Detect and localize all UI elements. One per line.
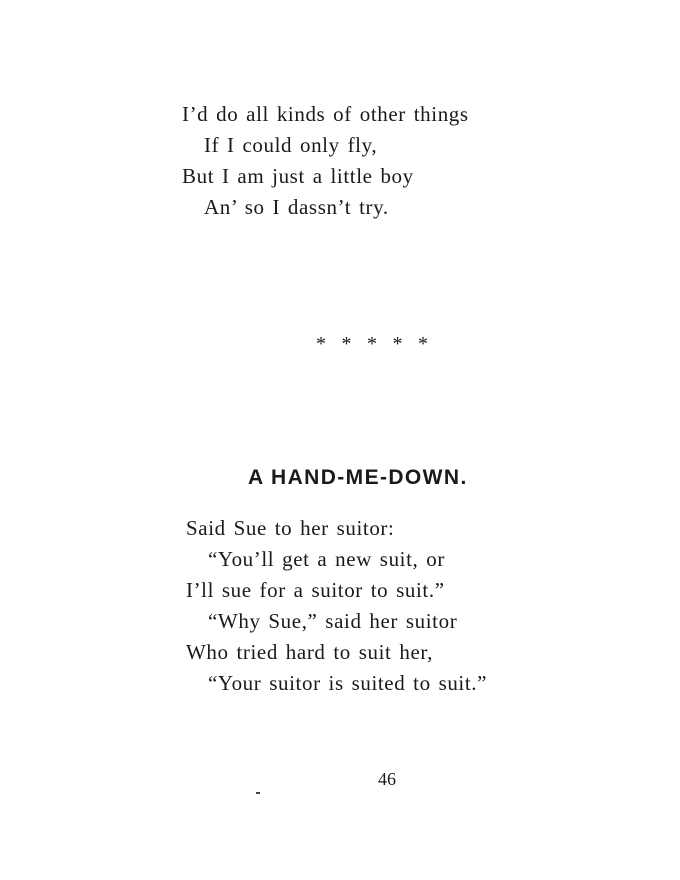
verse-line: “Why Sue,” said her suitor — [208, 609, 458, 633]
separator-star: * — [367, 333, 377, 355]
separator-star: * — [392, 333, 403, 355]
verse-line: “You’ll get a new suit, or — [208, 547, 445, 571]
verse-line: An’ so I dassn’t try. — [204, 195, 389, 219]
section-separator — [316, 333, 444, 356]
separator-star: * — [341, 333, 352, 355]
page-number: 46 — [378, 769, 396, 789]
verse-line: I’d do all kinds of other things — [182, 102, 469, 126]
verse-line: Said Sue to her suitor: — [186, 516, 395, 540]
verse-line: If I could only fly, — [204, 133, 378, 157]
separator-star: * — [316, 333, 326, 355]
separator-star: * — [418, 333, 428, 355]
verse-line: I’ll sue for a suitor to suit.” — [186, 578, 445, 602]
verse-line: Who tried hard to suit her, — [186, 640, 433, 664]
verse-line: “Your suitor is suited to suit.” — [208, 671, 488, 695]
print-speck — [256, 792, 260, 794]
verse-line: But I am just a little boy — [182, 164, 414, 188]
poem-title: A HAND-ME-DOWN. — [248, 466, 468, 489]
